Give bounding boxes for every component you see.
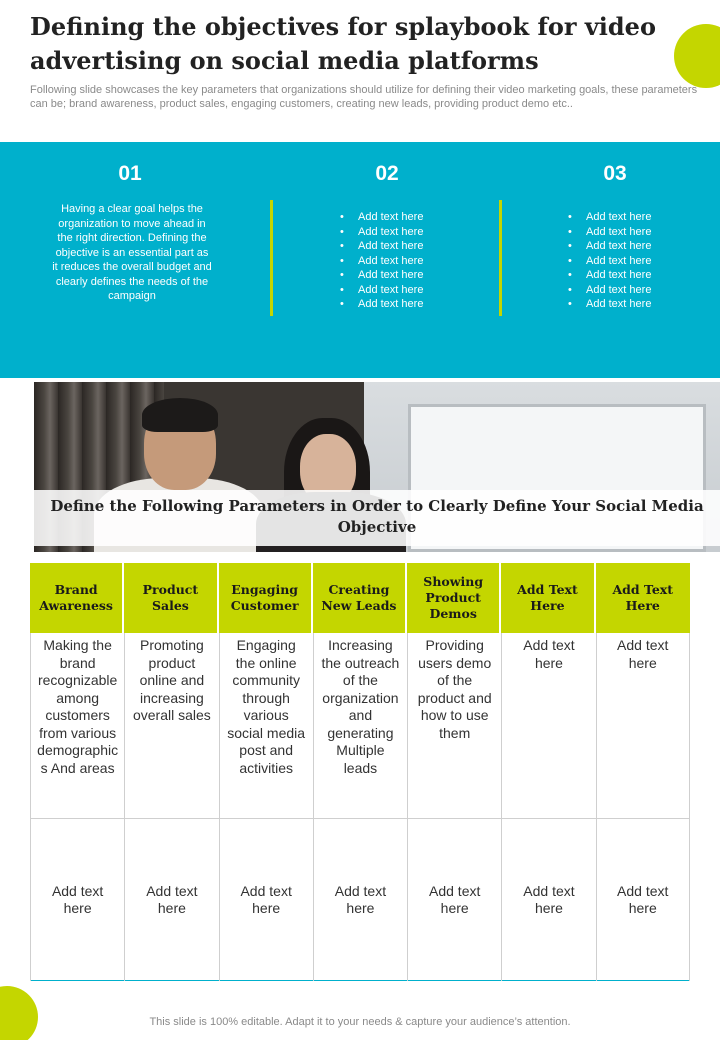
list-item: • Add text here xyxy=(568,268,651,283)
list-item: • Add text here xyxy=(568,297,651,312)
table-header-cell: Engaging Customer xyxy=(219,563,313,633)
column-3-list xyxy=(568,210,651,312)
column-divider xyxy=(499,200,502,316)
table-header-cell: Add Text Here xyxy=(501,563,595,633)
table-cell: Add text here xyxy=(219,819,313,981)
table-cell: Making the brand recognizable among customers from various demographics And areas xyxy=(30,633,124,819)
table-header-cell: Product Sales xyxy=(124,563,218,633)
table-cell: Providing users demo of the product and how to use them xyxy=(407,633,501,819)
list-item: • Add text here xyxy=(340,239,423,254)
table-header-cell: Showing Product Demos xyxy=(407,563,501,633)
column-number-3: 03 xyxy=(603,162,627,185)
table-cell: Engaging the online community through various social media post and activities xyxy=(219,633,313,819)
list-item: • Add text here xyxy=(340,254,423,269)
table-cell: Add text here xyxy=(596,633,690,819)
footer-note: This slide is 100% editable. Adapt it to your needs & capture your audience’s attention. xyxy=(149,1016,571,1028)
table-cell: Add text here xyxy=(501,819,595,981)
column-1-text: Having a clear goal helps the organization to move ahead in the right direction. Defining the objective is an essential part as it reduces the overall budget and clearly defines the needs of the campaign xyxy=(52,203,212,302)
objectives-band xyxy=(0,142,720,378)
table-header-row xyxy=(30,563,690,633)
page-subtitle: Following slide showcases the key parameters that organizations should utilize for defining their video marketing goals, these parameters can be; brand awareness, product sales, engaging customers, creating new leads, providing product demo etc.. xyxy=(30,84,698,110)
table-row xyxy=(30,819,690,981)
table-header-cell: Add Text Here xyxy=(596,563,690,633)
table-cell: Promoting product online and increasing overall sales xyxy=(124,633,218,819)
column-divider xyxy=(270,200,273,316)
list-item: • Add text here xyxy=(568,283,651,298)
table-row xyxy=(30,633,690,819)
column-number-1: 01 xyxy=(118,162,142,185)
list-item: • Add text here xyxy=(340,283,423,298)
table-cell: Add text here xyxy=(124,819,218,981)
list-item: • Add text here xyxy=(340,210,423,225)
decorative-circle-bottom xyxy=(0,986,38,1040)
table-cell: Add text here xyxy=(30,819,124,981)
meeting-photo xyxy=(34,382,720,552)
image-caption: Define the Following Parameters in Order to Clearly Define Your Social Media Objective xyxy=(34,490,720,546)
list-item: • Add text here xyxy=(568,225,651,240)
parameters-table xyxy=(30,563,690,981)
list-item: • Add text here xyxy=(568,254,651,269)
table-header-cell: Brand Awareness xyxy=(30,563,124,633)
list-item: • Add text here xyxy=(340,268,423,283)
table-cell: Add text here xyxy=(501,633,595,819)
table-cell: Increasing the outreach of the organization and generating Multiple leads xyxy=(313,633,407,819)
table-cell: Add text here xyxy=(407,819,501,981)
list-item: • Add text here xyxy=(568,239,651,254)
list-item: • Add text here xyxy=(340,297,423,312)
column-number-2: 02 xyxy=(375,162,399,185)
table-cell: Add text here xyxy=(313,819,407,981)
page-title: Defining the objectives for splaybook for video advertising on social media platforms xyxy=(30,12,656,75)
table-cell: Add text here xyxy=(596,819,690,981)
table-header-cell: Creating New Leads xyxy=(313,563,407,633)
decorative-circle-top xyxy=(674,24,720,88)
column-2-list xyxy=(340,210,423,312)
list-item: • Add text here xyxy=(568,210,651,225)
photo-man-hair xyxy=(142,398,218,432)
list-item: • Add text here xyxy=(340,225,423,240)
